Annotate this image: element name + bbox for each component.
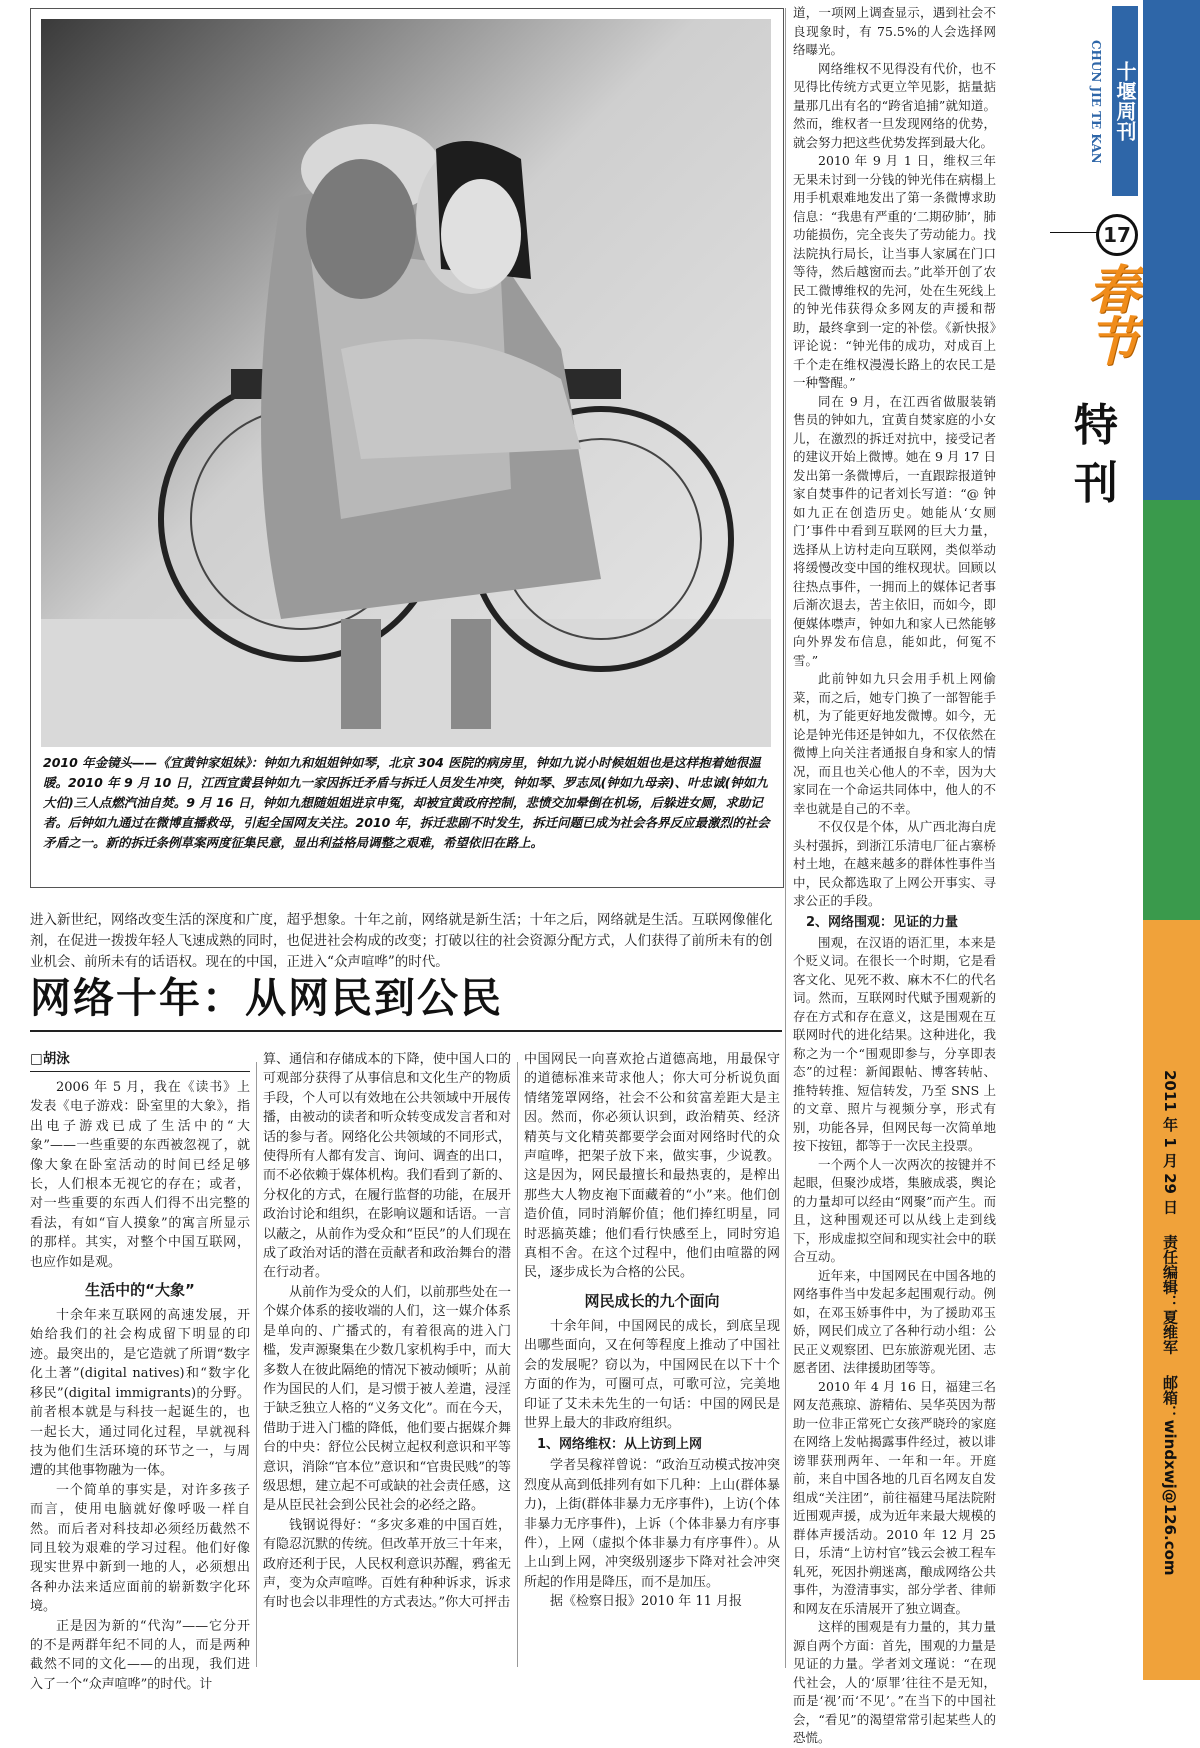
subsection-heading-weiquan: 1、网络维权：从上访到上网 — [537, 1437, 703, 1453]
paragraph: 不仅仅是个体，从广西北海白虎头村强拆，到浙江乐清电厂征占寨桥村土地，在越来越多的群体性事件当中，民众都选取了上网公开事实、寻求公正的手段。 — [793, 819, 996, 908]
editor-credit: 责任编辑：夏维军 — [1161, 1234, 1179, 1355]
paragraph: 钱钢说得好：“多灾多难的中国百姓，有隐忍沉默的传统。但改革开放三十年来，政府还利于民，人民权利意识苏醒，鸦雀无声，变为众声喧哗。百姓有种种诉求，诉求有时也会以非理性的方式表达。”你大可抨击 — [263, 1517, 511, 1611]
paragraph: 网络维权不见得没有代价，也不见得比传统方式更立竿见影，掂量掂量那几出有名的“跨省追捕”就知道。然而，维权者一旦发现网络的优势，就会努力把这些优势发挥到最大化。 — [793, 60, 996, 150]
paragraph: 此前钟如九只会用手机上网偷菜，而之后，她专门换了一部智能手机，为了能更好地发微博。如今，无论是钟光伟还是钟如九，不仅依然在微博上向关注者通报自身和家人的情况，而且也关心他人的不幸，因为大家同在一个命运共同体中，他人的不幸也就是自己的不幸。 — [793, 671, 996, 816]
column-divider — [517, 1062, 518, 1667]
paragraph: 十余年间，中国网民的成长，到底呈现出哪些面向，又在何等程度上推动了中国社会的发展呢？窃以为，中国网民在以下十个方面的作为，可圈可点，可歌可泣，完美地印证了艾未未先生的一句话：中国的网民是世界上最大的非政府组织。 — [524, 1318, 780, 1431]
photo-sisters — [41, 19, 771, 747]
page-number-badge: 17 — [1096, 214, 1138, 256]
section-name: 十堰周刊 — [1112, 6, 1138, 196]
section-heading-nine-facets: 网民成长的九个面向 — [584, 1291, 720, 1310]
section-pinyin: CHUN JIE TE KAN — [1089, 40, 1103, 164]
sidebar-block-top — [1143, 0, 1200, 500]
paragraph: 中国网民一向喜欢抢占道德高地，用最保守的道德标准来苛求他人；你大可分析说负面情绪笼罩网络，社会不公和贫富差距大是主因。然而，你必须认识到，政治精英、经济精英与文化精英都要学会面对网络时代的众声喧哗，把架子放下来，做实事，少说教。这是因为，网民最擅长和最热衷的，是榨出那些大人物皮袍下面藏着的“小”来。他们创造价值，同时消解价值；他们捧红明星，同时恶搞英雄；他们看行快感至上，同时穷追真相不舍。在这个过程中，他们由喧嚣的网民，逐步成长为合格的公民。 — [524, 1052, 780, 1281]
headline-rule — [30, 1030, 782, 1032]
paragraph: 道，一项网上调查显示，遇到社会不良现象时，有 75.5%的人会选择网络曝光。 — [793, 5, 996, 57]
subsection-heading-weiguan: 2、网络围观：见证的力量 — [806, 914, 959, 930]
section-heading-elephant: 生活中的“大象” — [85, 1281, 195, 1300]
paragraph: 2010 年 9 月 1 日，维权三年无果未讨到一分钱的钟光伟在病榻上用手机艰难地发出了第一条微博求助信息：“我患有严重的‘二期矽肺’，肺功能损伤，完全丧失了劳动能力。找法院执行局长，让当事人家属在门口等待，然后越窗而去。”此举开创了农民工微博维权的先河，处在生死线上的钟光伟获得众多网友的声援和帮助，最终拿到一定的补偿。《新快报》评论说：“钟光伟的成功，对成百上千个走在维权漫漫长路上的农民工是一种警醒。” — [793, 153, 996, 390]
article-headline: 网络十年：从网民到公民 — [30, 974, 503, 1022]
color-sidebar — [1143, 0, 1200, 1680]
paragraph: 这样的围观是有力量的，其力量源自两个方面：首先，围观的力量是见证的力量。学者刘文瑾说：“在现代社会，人的‘原罪’往往不是无知，而是‘视’而‘不见’。”在当下的中国社会，“看见”的渴望常常引起某些人的恐慌。 — [793, 1619, 996, 1745]
spring-festival-title: 春节 — [1078, 262, 1139, 366]
photo-caption: 2010 年金镜头——《宜黄钟家姐妹》：钟如九和姐姐钟如琴，北京 304 医院的病房里，钟如九说小时候姐姐也是这样抱着她很温暖。2010 年 9 月 10 日，江西宜黄县钟如九一家因拆迁矛盾与拆迁人员发生冲突，钟如琴、罗志凤(钟如九母亲)、叶忠诚(钟如九大伯)三人点燃汽油自焚。9 月 16 日，钟如九想随姐姐进京申冤，却被宜黄政府控制，悲愤交加晕倒在机场，后躲进女厕，求助记者。后钟如九通过在微博直播救母，引起全国网友关注。2010 年，拆迁悲剧不时发生，拆迁问题已成为社会各界反应最激烈的社会矛盾之一。新的拆迁条例草案两度征集民意，显出利益格局调整之艰难，希望依旧在路上。 — [43, 755, 770, 850]
editor-email: 邮箱：windxwj@126.com — [1161, 1374, 1179, 1576]
masthead — [1050, 0, 1140, 540]
issue-date: 2011 年 1 月 29 日 — [1161, 1070, 1179, 1215]
author-rule — [30, 1071, 250, 1072]
paragraph: 学者吴稼祥曾说：“政治互动模式按冲突烈度从高到低排列有如下几种：上山(群体暴力)，上街(群体非暴力无序事件)，上访(个体非暴力无序事件)，上诉（个体非暴力有序事件），上网（虚拟个体非暴力有序事件）。从上山到上网，冲突级别逐步下降对社会冲突所起的作用是降压，而不是加压。 — [524, 1458, 780, 1590]
paragraph: 围观，在汉语的语汇里，本来是个贬义词。在很长一个时期，它是看客文化、见死不救、麻木不仁的代名词。然而，互联网时代赋予围观新的存在方式和存在意义，这是围观在互联网时代的进化结果。这种进化，我称之为一个“围观即参与，分享即表态”的过程：新闻跟帖、博客转帖、推特转推、短信转发，乃至 SNS 上的文章、照片与视频分享，形式有别，功能各异，但网民每一次简单地按下按钮，都等于一次民主投票。 — [793, 934, 996, 1153]
paragraph: 据《检察日报》2010 年 11 月报 — [550, 1594, 743, 1610]
article-column-4 — [793, 4, 996, 1748]
article-author: □胡泳 — [30, 1051, 70, 1067]
column-divider — [256, 1062, 257, 1667]
paragraph: 2010 年 4 月 16 日，福建三名网友范燕琼、游精佑、吴华英因为帮助一位非正常死亡女孩严晓玲的家庭在网络上发帖揭露事件经过，被以诽谤罪获刑两年、一年和一年。开庭前，来自中国各地的几百名网友自发组成“关注团”，前往福建马尾法院附近围观声援，成为近年来最大规模的群体声援活动。2010 年 12 月 25 日，乐清“上访村官”钱云会被工程车轧死，死因扑朔迷离，酿成网络公共事件，为澄清事实，部分学者、律师和网友在乐清展开了独立调查。 — [793, 1378, 996, 1616]
article-lead: 进入新世纪，网络改变生活的深度和广度，超乎想象。十年之前，网络就是新生活；十年之后，网络就是生活。互联网像催化剂，在促进一拨拨年轻人飞速成熟的同时，也促进社会构成的改变；打破以往的社会资源分配方式，人们获得了前所未有的创业机会、前所未有的话语权。现在的中国，正进入“众声喧哗”的时代。 — [30, 912, 773, 970]
article-column-1 — [30, 1078, 250, 1694]
sidebar-block-middle — [1143, 500, 1200, 920]
article-column-2 — [263, 1050, 511, 1613]
article-column-3 — [524, 1050, 780, 1612]
paragraph: 2006 年 5 月，我在《读书》上发表《电子游戏：卧室里的大象》，指出电子游戏已成了生活中的“大象”——一些重要的东西被忽视了，就像大象在卧室活动的时间已经足够长，人们根本无视它的存在；或者，对一些重要的东西人们得不出完整的看法，有如“盲人摸象”的寓言所显示的那样。其实，对整个中国互联网，也应作如是观。 — [30, 1080, 250, 1270]
column-divider — [785, 8, 786, 1668]
paragraph: 正是因为新的“代沟”——它分开的不是两群年纪不同的人，而是两种截然不同的文化——的出现，我们进入了一个“众声喧哗”的时代。计 — [30, 1618, 250, 1692]
paragraph: 近年来，中国网民在中国各地的网络事件当中发起多起围观行动。例如，在邓玉娇事件中，为了援助邓玉娇，网民们成立了各种行动小组：公民正义观察团、巴东旅游观光团、志愿者团、法律援助团等等。 — [793, 1267, 996, 1375]
special-issue-te: 特 — [1074, 400, 1118, 451]
sidebar-block-bottom — [1143, 920, 1200, 1680]
paragraph: 同在 9 月，在江西省做服装销售员的钟如九，宜黄自焚家庭的小女儿，在激烈的拆迁对抗中，接受记者的建议开始上微博。她在 9 月 17 日发出第一条微博后，一直跟踪报道钟家自焚事件的记者刘长写道：“@ 钟如九正在创造历史。她能从‘女厕门’事件中看到互联网的巨大力量，选择从上访村走向互联网，类似举动将缓慢改变中国的维权现状。回顾以往热点事件，一拥而上的媒体记者事后渐次退去，苦主依旧，而如今，即便媒体噤声，钟如九和家人已然能够向外界发布信息，能如此，何冤不雪。” — [793, 393, 996, 668]
photo-frame — [30, 8, 784, 888]
paragraph: 从前作为受众的人们，以前那些处在一个媒介体系的接收端的人们，这一媒介体系是单向的、广播式的，有着很高的进入门槛，发声源聚集在少数几家机构手中，而大多数人在彼此隔绝的情况下被动倾听；从前作为国民的人们，是习惯于被人差遣，浸淫于缺乏独立人格的“义务文化”。而在今天，借助于进入门槛的降低，他们要占据媒介舞台的中央：舒位公民树立起权利意识和平等意识，消除“官本位”意识和“官贵民贱”的等级思想，建立起不可或缺的社会责任感，这是从臣民社会到公民社会的必经之路。 — [263, 1284, 511, 1514]
paragraph: 十余年来互联网的高速发展，开始给我们的社会构成留下明显的印迹。最突出的，是它造就了所谓“数字化土著”(digital natives)和“数字化移民”(digital immigrants)的分野。前者根本就是与科技一起诞生的，也一起长大，通过同化过程，早就视科技为他们生活环境的环节之一，与周遭的其他事物融为一体。 — [30, 1308, 250, 1479]
paragraph: 一个简单的事实是，对许多孩子而言，使用电脑就好像呼吸一样自然。而后者对科技却必须经历截然不同且较为艰难的学习过程。他们好像现实世界中新到一地的人，必须想出各种办法来适应面前的崭新数字化环境。 — [30, 1482, 250, 1615]
paragraph: 算、通信和存储成本的下降，使中国人口的可观部分获得了从事信息和文化生产的物质手段，个人可以有效地在公共领域中开展传播，由被动的读者和听众转变成发言者和对话的参与者。网络化公共领域的不同形式，使得所有人都有发言、询问、调查的出口，而不必依赖于媒体机构。我们看到了新的、分权化的方式，在履行监督的功能，在展开政治讨论和组织，在影响议题和话语。一言以蔽之，从前作为受众和“臣民”的人们现在成了政治对话的潜在贡献者和政治舞台的潜在行动者。 — [263, 1052, 511, 1281]
special-issue-kan: 刊 — [1074, 458, 1118, 509]
paragraph: 一个两个人一次两次的按键并不起眼，但聚沙成塔，集腋成裘，舆论的力量却可以经由“网聚”而产生。而且，这种围观还可以从线上走到线下，形成虚拟空间和现实社会中的联合互动。 — [793, 1156, 996, 1264]
